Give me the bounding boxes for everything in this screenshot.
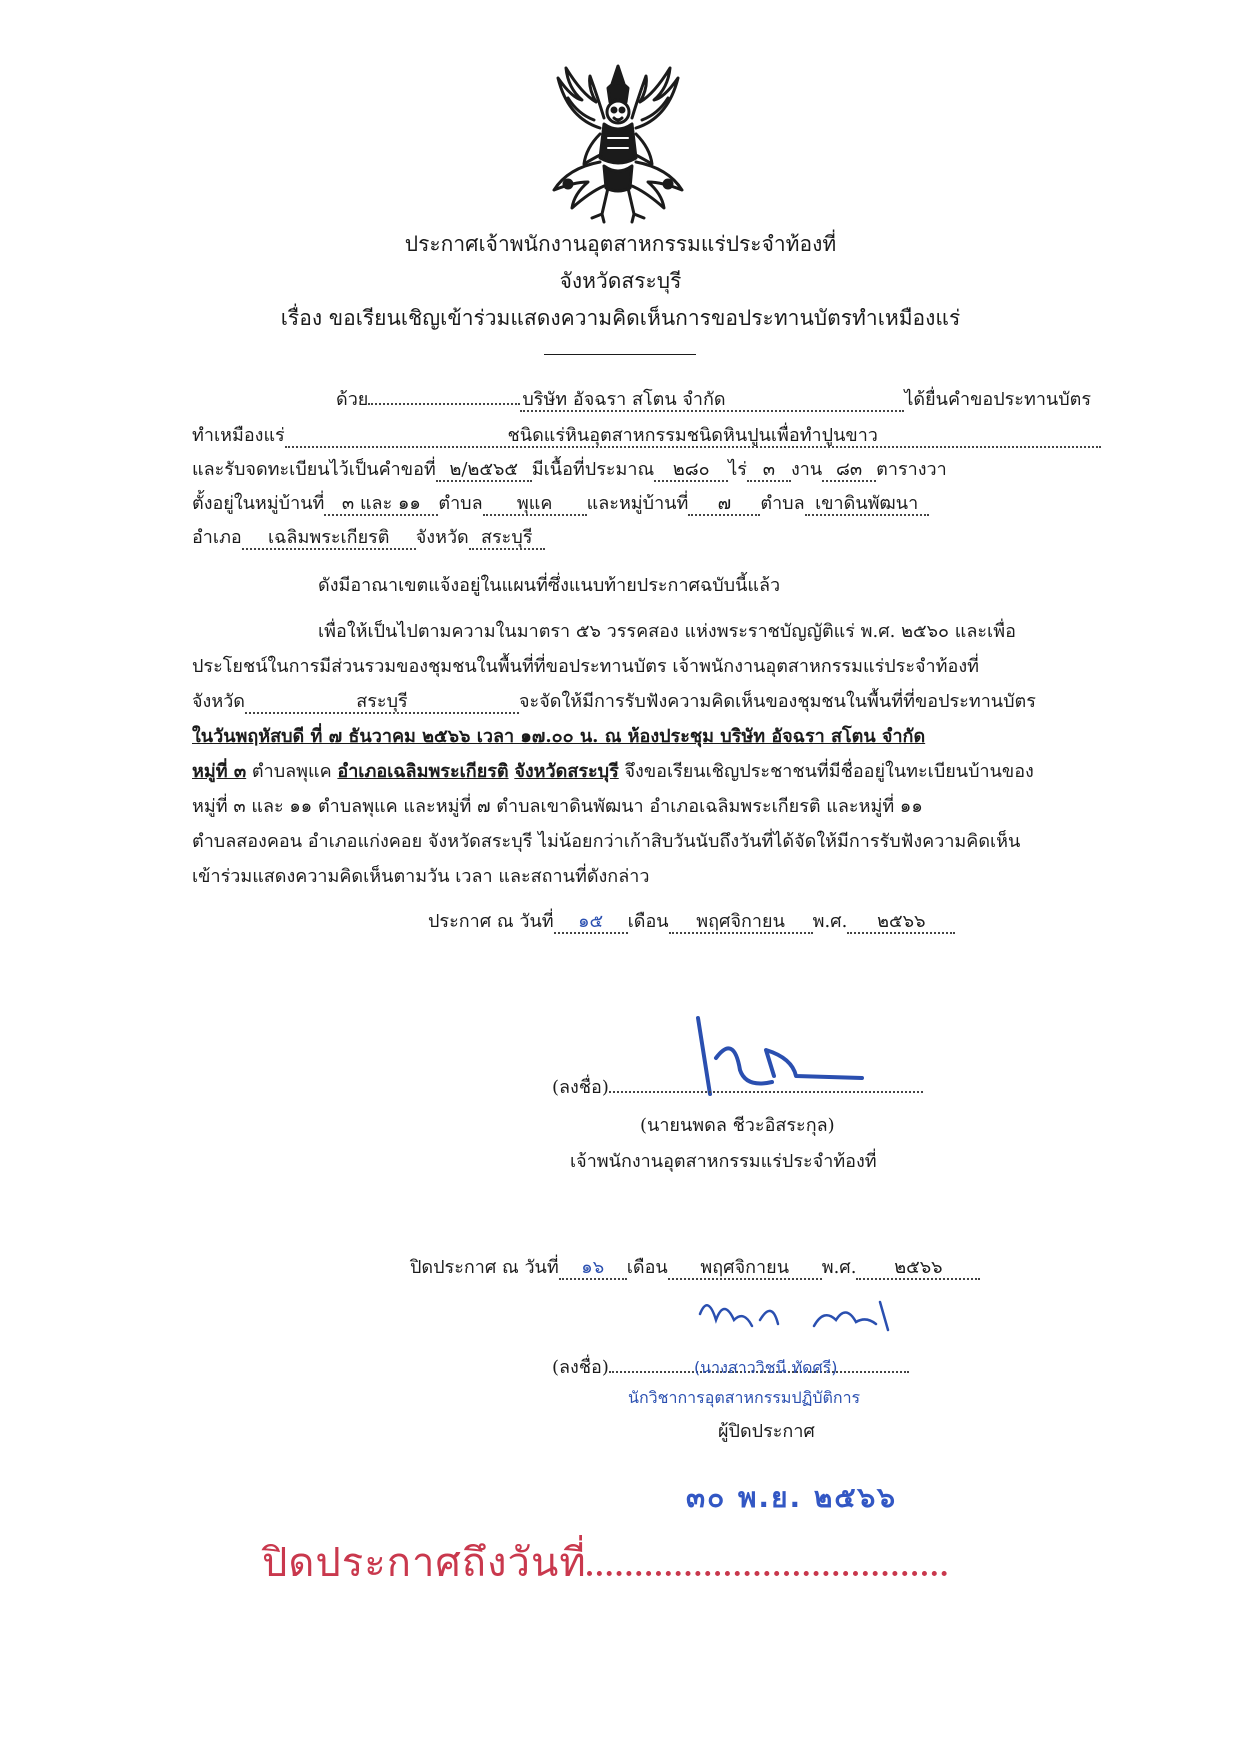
closing-date-stamp: ๓๐ พ.ย. ๒๕๖๖ [686,1481,898,1514]
close-year: ๒๕๖๖ [856,1258,980,1280]
district-label: อำเภอ [192,527,242,548]
signature-2-name-stamp: (นางสาววิชนี ทัดศรี) [694,1358,838,1377]
meeting-datetime-line: ในวันพฤหัสบดี ที่ ๗ ธันวาคม ๒๕๖๖ เวลา ๑๗.๐๐ น. ณ ห้องประชุม บริษัท อัจฉรา สโตน จำกัด [192,726,926,747]
ngan-label: งาน [790,459,823,480]
company-field: บริษัท อัจฉรา สโตน จำกัด [520,390,904,412]
area-wa-field: ๘๓ [822,460,876,482]
closing-label-stamp: ปิดประกาศถึงวันที่ [262,1530,947,1594]
area-rai-field: ๒๘๐ [654,460,728,482]
paragraph-line-8: เข้าร่วมแสดงความคิดเห็นตามวัน เวลา และสถานที่ดังกล่าว [192,866,650,887]
paragraph-province-field: สระบุรี [245,692,519,714]
mining-label: ทำเหมืองแร่ [192,425,285,446]
signature-2-scribble [694,1290,904,1344]
request-no-field: ๒/๒๕๖๕ [436,460,532,482]
signature-1-position: เจ้าพนักงานอุตสาหกรรมแร่ประจำท้องที่ [570,1151,877,1172]
form-line-1 [336,384,1091,413]
form-line-2 [192,420,1101,449]
rai-label: ไร่ [728,459,747,480]
title-divider [544,354,696,355]
mineral-type-field: ชนิดแร่หินอุตสาหกรรมชนิดหินปูนเพื่อทำปูนขาว [285,426,1101,448]
area-label: มีเนื้อที่ประมาณ [531,459,655,480]
announce-year: ๒๕๖๖ [847,912,955,934]
paragraph-line-1: เพื่อให้เป็นไปตามความในมาตรา ๕๖ วรรคสอง แห่งพระราชบัญญัติแร่ พ.ศ. ๒๕๖๐ และเพื่อ [318,621,1016,642]
district-field: เฉลิมพระเกียรติ [242,528,416,550]
close-date-line: ปิดประกาศ ณ วันที่ ๑๖ เดือน พฤศจิกายน พ.ศ. ๒๕๖๖ [410,1252,980,1281]
province-field: สระบุรี [469,528,545,550]
signature-1-name: (นายนพดล ชีวะอิสระกุล) [640,1115,835,1136]
village-no1-field: ๓ และ ๑๑ [324,494,438,516]
page-title: ประกาศเจ้าพนักงานอุตสาหกรรมแร่ประจำท้องที่ [404,232,837,256]
paragraph-line-7: ตำบลสองคอน อำเภอแก่งคอย จังหวัดสระบุรี ไม่น้อยกว่าเก้าสิบวันนับถึงวันที่ได้จัดให้มีการรับฟังความคิดเห็น [192,831,1021,852]
subdistrict1-field: พุแค [483,494,587,516]
announce-date-line: ประกาศ ณ วันที่ ๑๕ เดือน พฤศจิกายน พ.ศ. ๒๕๖๖ [428,906,955,935]
province-label: จังหวัด [415,527,469,548]
village-no2-field: ๗ [688,494,760,516]
garuda-emblem-icon [538,58,698,228]
wa-label: ตารางวา [876,459,947,480]
paragraph-line-5: หมู่ที่ ๓ ตำบลพุแค อำเภอเฉลิมพระเกียรติ จังหวัดสระบุรี จึงขอเรียนเชิญประชาชนที่มีชื่ออยู่ในทะเบียนบ้านของ [192,761,1034,782]
registered-label: และรับจดทะเบียนไว้เป็นคำขอที่ [192,459,436,480]
subdistrict-label: ตำบล [438,493,483,514]
and-village-label: และหมู่บ้านที่ [586,493,689,514]
page-subtitle-province: จังหวัดสระบุรี [559,269,682,293]
paragraph-line-6: หมู่ที่ ๓ และ ๑๑ ตำบลพุแค และหมู่ที่ ๗ ตำบลเขาดินพัฒนา อำเภอเฉลิมพระเกียรติ และหมู่ที่ ๑๑ [192,796,923,817]
announce-month: พฤศจิกายน [669,912,813,934]
close-month: พฤศจิกายน [668,1258,822,1280]
by-label: ด้วย [336,389,369,410]
page-subject: เรื่อง ขอเรียนเชิญเข้าร่วมแสดงความคิดเห็นการขอประทานบัตรทำเหมืองแร่ [280,306,961,330]
form-line-5 [192,522,545,551]
subdistrict2-field: เขาดินพัฒนา [805,494,929,516]
signature-2-role: ผู้ปิดประกาศ [718,1421,815,1442]
located-label: ตั้งอยู่ในหมู่บ้านที่ [192,493,325,514]
applied-label: ได้ยื่นคำขอประทานบัตร [904,389,1092,410]
form-line-3 [192,454,947,483]
map-note: ดังมีอาณาเขตแจ้งอยู่ในแผนที่ซึ่งแนบท้ายประกาศฉบับนี้แล้ว [318,575,781,596]
area-ngan-field: ๓ [747,460,791,482]
paragraph-line-2: ประโยชน์ในการมีส่วนรวมของชุมชนในพื้นที่ที่ขอประทานบัตร เจ้าพนักงานอุตสาหกรรมแร่ประจำท้องที่ [192,656,979,677]
paragraph-line-3: จังหวัด สระบุรี จะจัดให้มีการรับฟังความคิดเห็นของชุมชนในพื้นที่ที่ขอประทานบัตร [192,691,1036,712]
subdistrict2-label: ตำบล [760,493,805,514]
signature-1-line: (ลงชื่อ) [552,1072,923,1101]
announce-day: ๑๕ [578,911,604,932]
form-line-4 [192,488,929,517]
signature-2-position-stamp: นักวิชาการอุตสาหกรรมปฏิบัติการ [628,1388,861,1407]
signature-2-line: (ลงชื่อ) [552,1352,909,1381]
close-day: ๑๖ [581,1257,605,1278]
